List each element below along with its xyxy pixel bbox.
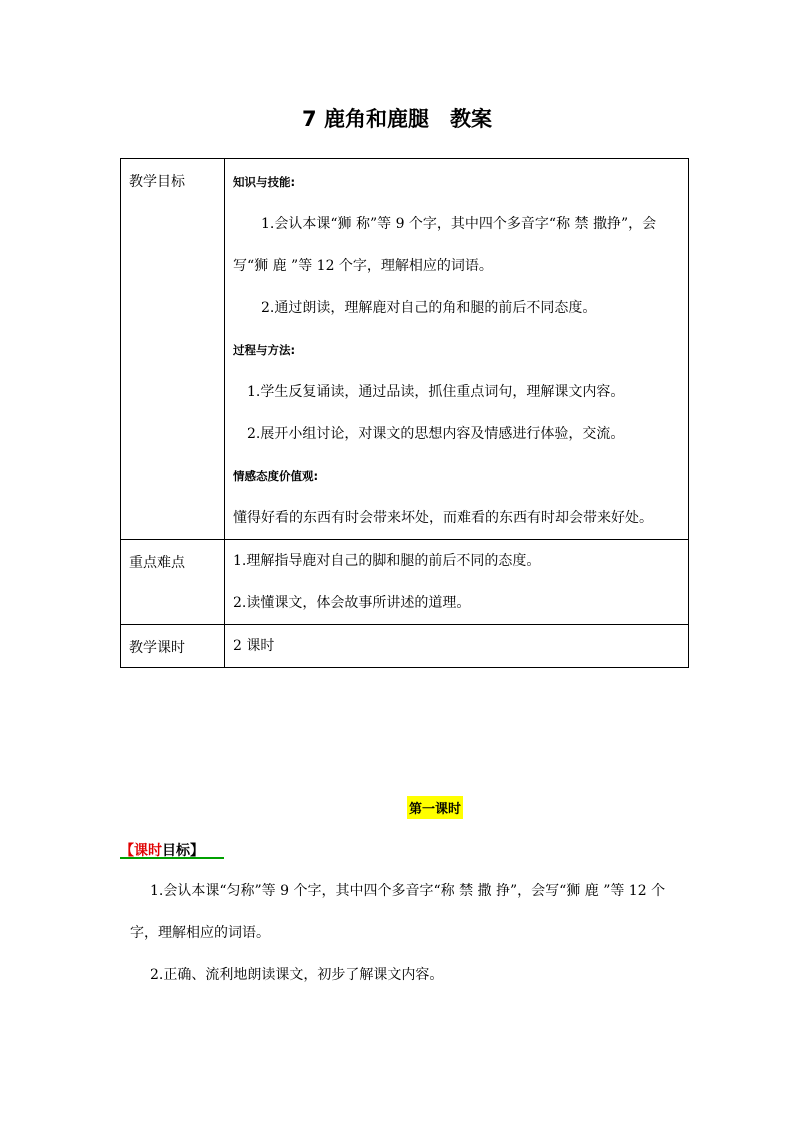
process-item-1: 1.学生反复诵读，通过品读，抓住重点词句，理解课文内容。 (247, 384, 625, 400)
knowledge-heading: 知识与技能: (233, 175, 296, 189)
objectives-row (121, 159, 689, 540)
hours-label: 教学课时 (121, 625, 225, 668)
hours-row (121, 625, 689, 668)
goal-red-text: 课时 (134, 843, 162, 859)
emotion-item-1: 懂得好看的东西有时会带来坏处，而难看的东西有时却会带来好处。 (233, 510, 653, 526)
document-title: 7 鹿角和鹿腿 教案 (302, 107, 492, 131)
knowledge-item-1: 1.会认本课“狮 称”等 9 个字，其中四个多音字“称 禁 撒挣”，会写“狮 鹿 ”等 12 个字，理解相应的词语。 (233, 216, 657, 274)
key-points-content (225, 540, 689, 625)
goal-bracket-open: 【 (120, 843, 134, 859)
hours-content (225, 625, 689, 668)
lesson-goal-1: 1.会认本课“匀称”等 9 个字，其中四个多音字“称 禁 撒 挣”，会写“狮 鹿 ”等 12 个字，理解相应的词语。 (130, 883, 666, 941)
key-point-2: 2.读懂课文，体会故事所讲述的道理。 (233, 595, 471, 611)
lesson-goals (130, 870, 690, 996)
emotion-heading: 情感态度价值观: (233, 469, 319, 483)
key-points-row (121, 540, 689, 625)
lesson-plan-table (120, 158, 689, 668)
goal-bracket-close: 】 (190, 843, 204, 859)
goal-black-text: 目标 (162, 843, 190, 859)
process-item-2: 2.展开小组讨论，对课文的思想内容及情感进行体验，交流。 (247, 426, 625, 442)
hours-value: 2 课时 (233, 638, 275, 654)
key-point-1: 1.理解指导鹿对自己的脚和腿的前后不同的态度。 (233, 553, 541, 569)
objectives-content (225, 159, 689, 540)
knowledge-item-2: 2.通过朗读，理解鹿对自己的角和腿的前后不同态度。 (261, 300, 597, 316)
process-heading: 过程与方法: (233, 343, 296, 357)
key-points-label: 重点难点 (121, 540, 225, 625)
objectives-label: 教学目标 (121, 159, 225, 540)
lesson-goal-2: 2.正确、流利地朗读课文，初步了解课文内容。 (150, 967, 444, 983)
goal-underline (120, 857, 224, 859)
lesson-one-title: 第一课时 (407, 796, 463, 819)
